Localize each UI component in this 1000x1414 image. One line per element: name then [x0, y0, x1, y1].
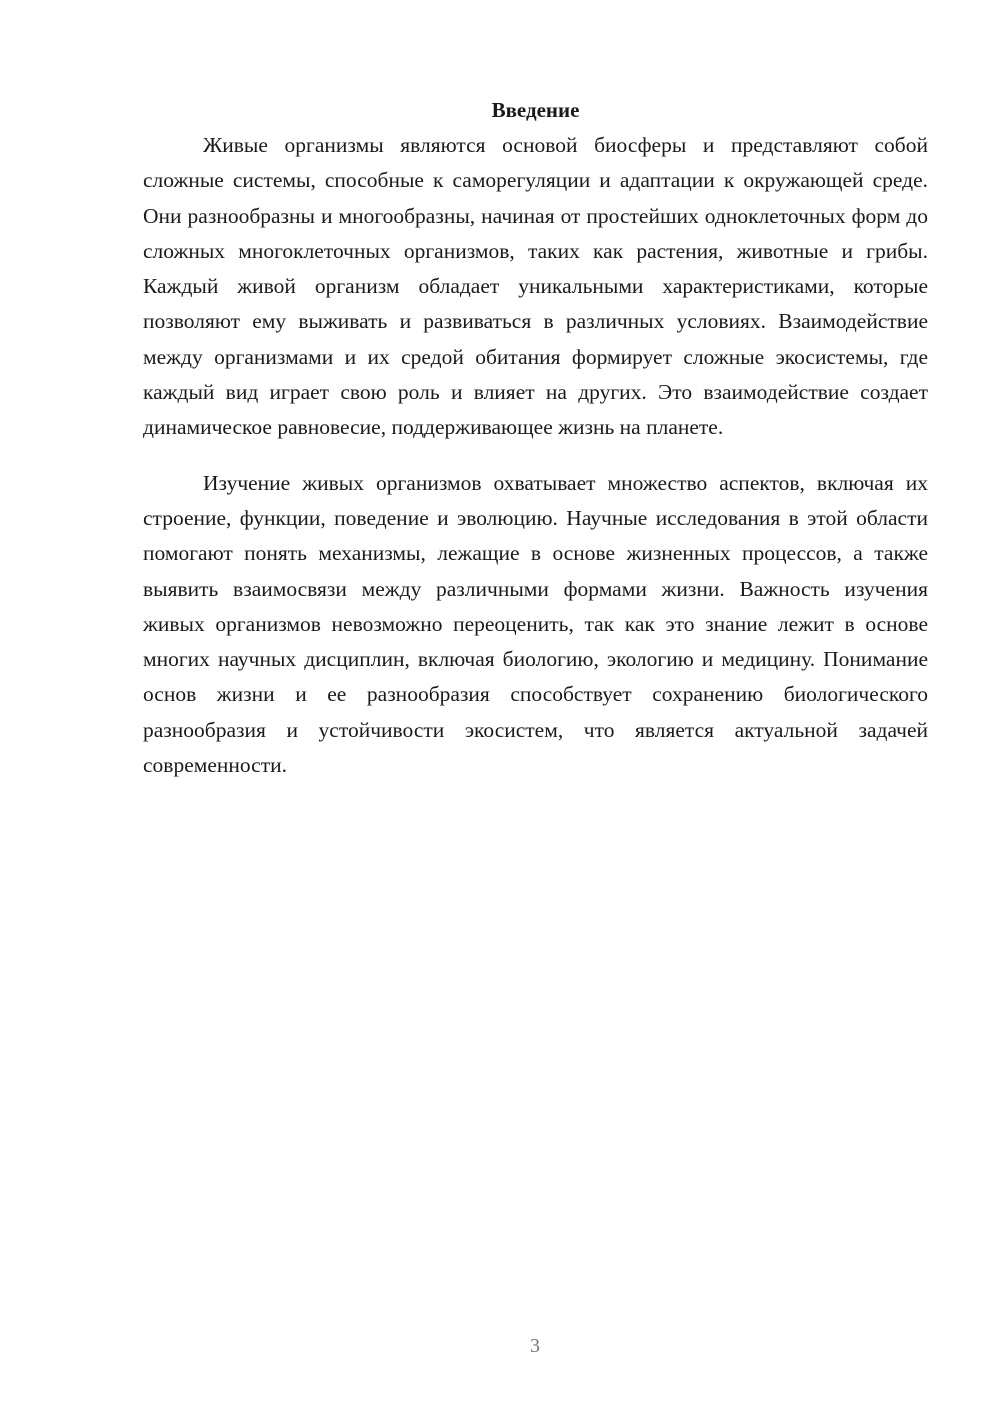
paragraph-1: Живые организмы являются основой биосферы и представляют собой сложные системы, способные к саморегуляции и адаптации к окружающей среде. Они разнообразны и многообразны, начиная от простейших одноклеточных форм до сложных многоклеточных организмов, таких как растения, животные и грибы. Каждый живой организм обладает уникальными характеристиками, которые позволяют ему выживать и развиваться в различных условиях. Взаимодействие между организмами и их средой обитания формирует сложные экосистемы, где каждый вид играет свою роль и влияет на других. Это взаимодействие создает динамическое равновесие, поддерживающее жизнь на планете.: [143, 133, 928, 440]
page-content: [143, 93, 928, 783]
section-heading: Введение: [491, 98, 580, 122]
paragraph-2: Изучение живых организмов охватывает множество аспектов, включая их строение, функции, поведение и эволюцию. Научные исследования в этой области помогают понять механизмы, лежащие в основе жизненных процессов, а также выявить взаимосвязи между различными формами жизни. Важность изучения живых организмов невозможно переоценить, так как это знание лежит в основе многих научных дисциплин, включая биологию, экологию и медицину. Понимание основ жизни и ее разнообразия способствует сохранению биологического разнообразия и устойчивости экосистем, что является актуальной задачей современности.: [143, 470, 928, 778]
page-number: 3: [530, 1335, 540, 1357]
